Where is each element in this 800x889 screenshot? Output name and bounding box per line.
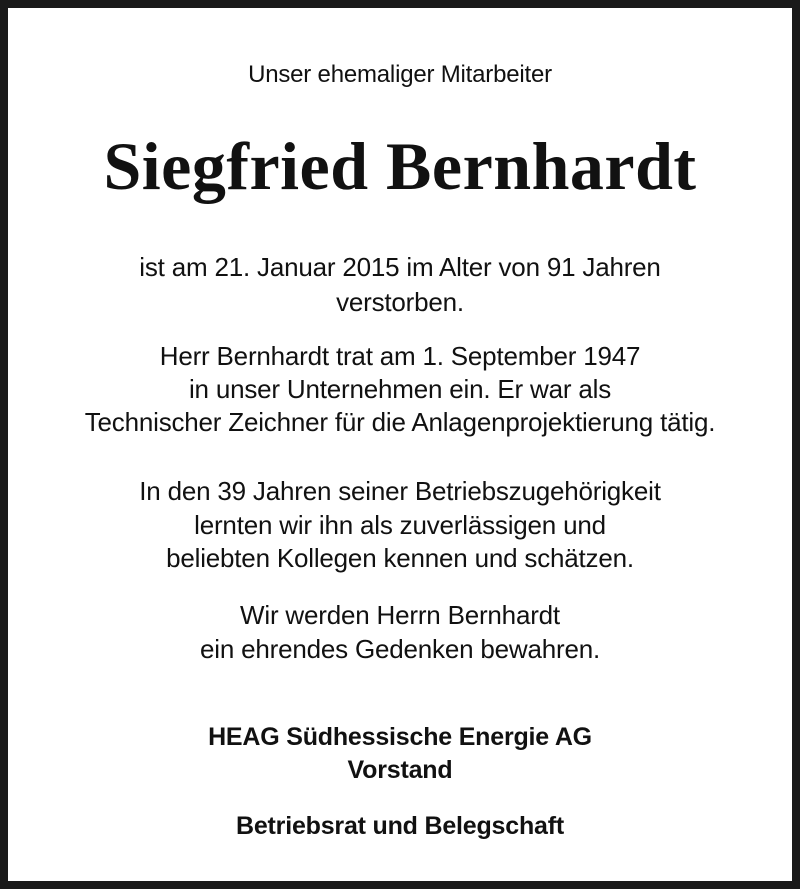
text-line: beliebten Kollegen kennen und schätzen. [166, 543, 634, 573]
text-line: Technischer Zeichner für die Anlagenprojektierung tätig. [84, 407, 716, 437]
text-line: Herr Bernhardt trat am 1. September 1947 [159, 341, 641, 371]
text-line: lernten wir ihn als zuverlässigen und [194, 510, 606, 540]
intro-line: Unser ehemaliger Mitarbeiter [248, 61, 552, 88]
staff-label: Betriebsrat und Belegschaft [235, 812, 564, 840]
deceased-name: Siegfried Bernhardt [103, 128, 697, 204]
text-line: ist am 21. Januar 2015 im Alter von 91 Jahren [139, 252, 661, 282]
text-line: Wir werden Herrn Bernhardt [240, 600, 560, 630]
text-line: In den 39 Jahren seiner Betriebszugehörigkeit [139, 476, 661, 506]
text-line: ein ehrendes Gedenken bewahren. [200, 634, 600, 664]
text-line: in unser Unternehmen ein. Er war als [188, 374, 611, 404]
text-line: verstorben. [336, 287, 464, 317]
board-label: Vorstand [347, 756, 453, 784]
company-name: HEAG Südhessische Energie AG [208, 723, 592, 751]
